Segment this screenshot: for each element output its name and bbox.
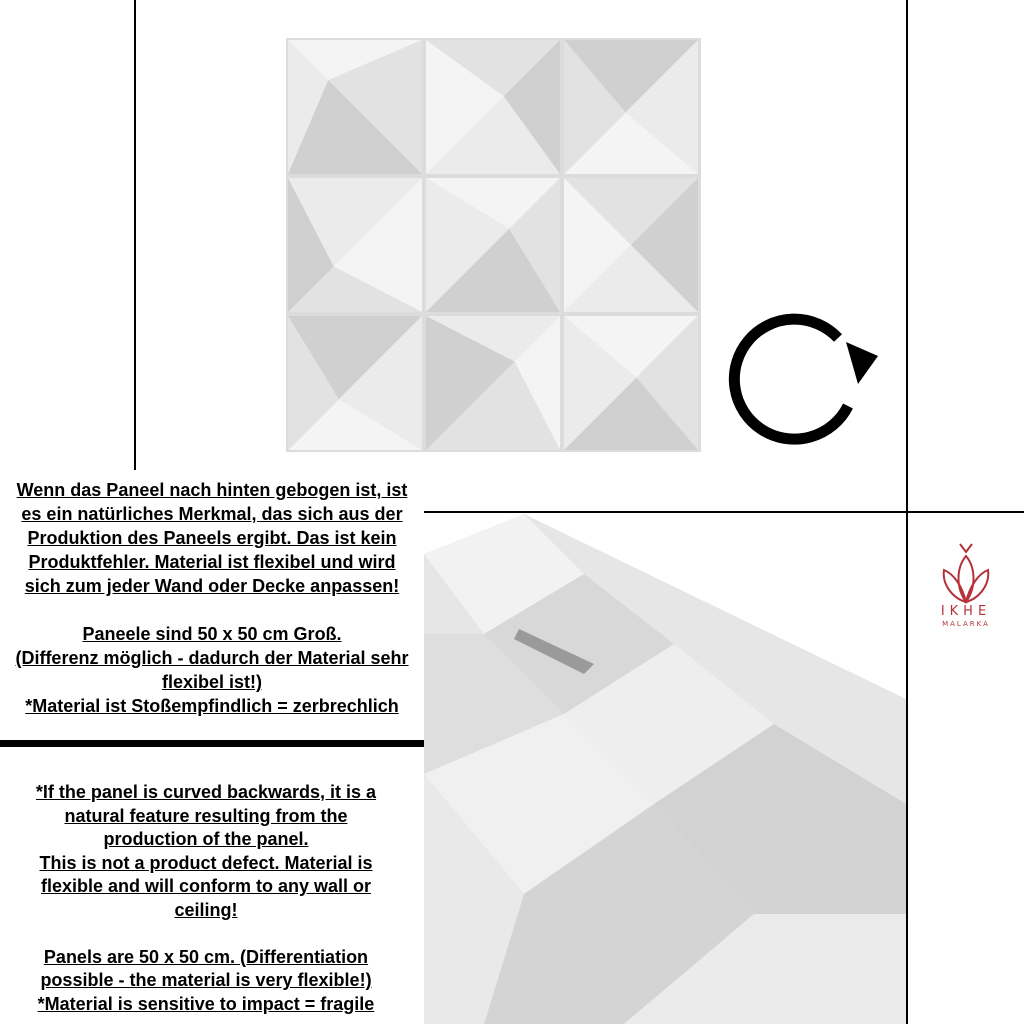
divider-left-top bbox=[134, 0, 136, 470]
logo-subtitle: MALARKA bbox=[942, 620, 990, 628]
divider-middle bbox=[424, 511, 1024, 513]
notice-line: possible - the material is very flexible!) bbox=[40, 970, 372, 990]
notice-line: *Material ist Stoßempfindlich = zerbrechlich bbox=[25, 696, 399, 716]
notice-line: Produktfehler. Material ist flexibel und wird bbox=[28, 552, 396, 572]
lotus-icon bbox=[938, 536, 994, 606]
divider-notices bbox=[0, 740, 424, 747]
notice-line: ceiling! bbox=[174, 899, 238, 920]
notice-line: Panels are 50 x 50 cm. (Differentiation bbox=[43, 946, 369, 967]
panel-closeup-image bbox=[424, 514, 906, 1024]
notice-line: natural feature resulting from the bbox=[64, 805, 348, 826]
logo-brand: IKHE bbox=[940, 604, 992, 619]
german-notice bbox=[0, 478, 424, 718]
notice-line: flexible and will conform to any wall or bbox=[40, 876, 372, 896]
notice-line: sich zum jeder Wand oder Decke anpassen! bbox=[24, 576, 400, 596]
notice-line: *Material is sensitive to impact = fragile bbox=[37, 993, 375, 1014]
notice-line: es ein natürliches Merkmal, das sich aus der bbox=[21, 504, 403, 524]
panel-front-svg bbox=[286, 38, 701, 452]
notice-line: Wenn das Paneel nach hinten gebogen ist, ist bbox=[16, 480, 408, 500]
notice-line: *If the panel is curved backwards, it is a bbox=[35, 782, 377, 802]
notice-line: This is not a product defect. Material is bbox=[39, 852, 373, 873]
panel-front-image bbox=[286, 38, 701, 452]
notice-line: flexibel ist!) bbox=[161, 672, 263, 692]
notice-line: (Differenz möglich - dadurch der Material sehr bbox=[15, 648, 409, 668]
english-notice bbox=[0, 780, 412, 1024]
notice-line: Produktion des Paneels ergibt. Das ist kein bbox=[27, 528, 397, 548]
notice-line: production of the panel. bbox=[103, 829, 309, 849]
rotate-clockwise-icon bbox=[728, 306, 880, 448]
notice-line: Paneele sind 50 x 50 cm Groß. bbox=[82, 624, 342, 644]
